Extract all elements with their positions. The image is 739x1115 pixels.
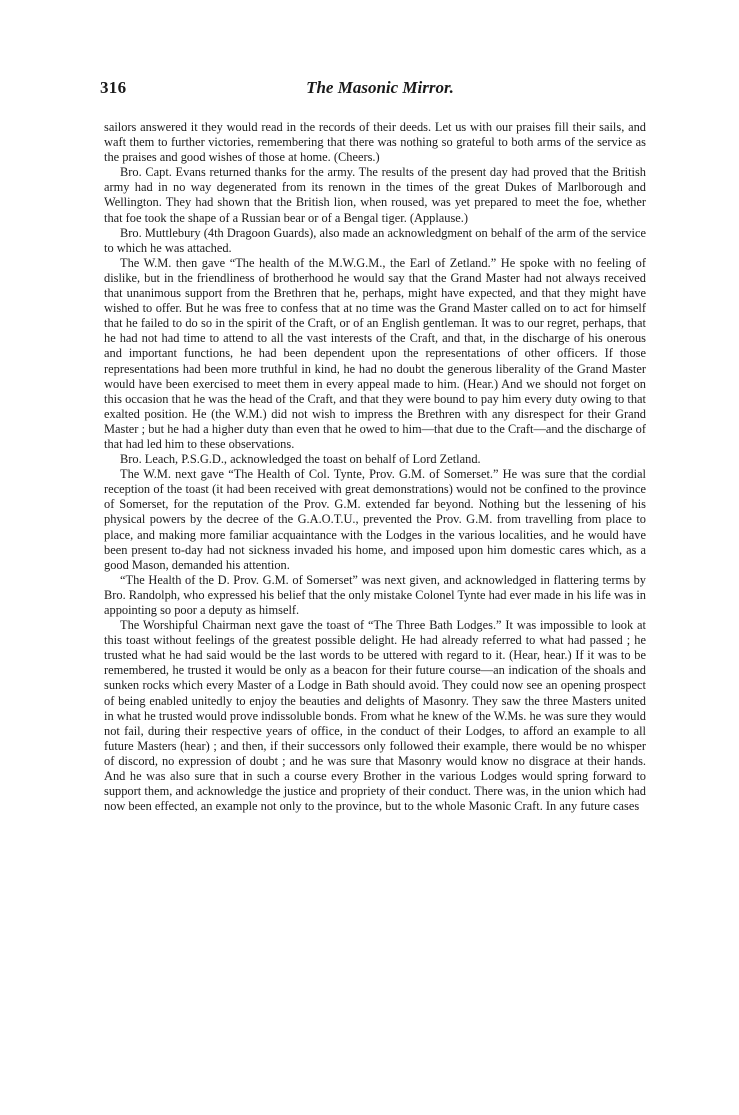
paragraph: Bro. Capt. Evans returned thanks for the army. The results of the present day had proved that the British army had in no way degenerated from its renown in the times of the great Dukes of Marlborough and Wellington. They had shown that the British lion, when roused, was yet prepared to meet the foe, whether that foe took the shape of a Russian bear or of a Bengal tiger. (Applause.) [104, 165, 646, 225]
page-number: 316 [100, 78, 127, 97]
running-title: The Masonic Mirror. [306, 78, 454, 97]
paragraph: The W.M. then gave “The health of the M.W.G.M., the Earl of Zetland.” He spoke with no feeling of dislike, but in the friendliness of brotherhood he would say that the Grand Master had not always received that unanimous support from the Brethren that he, perhaps, might have expected, and that they might have wished to offer. But he was free to confess that at no time was the Grand Master called on to act for himself that he failed to do so in the spirit of the Craft, or of an English gentleman. It was to our regret, perhaps, that he had not had time to attend to all the vast interests of the Craft, and that, in the discharge of his onerous and important functions, he had been dependent upon the representations of other officers. If those representations had been more truthful in kind, he had no doubt the generous liberality of the Grand Master would have been exercised to meet them in every appeal made to him. (Hear.) And we should not forget on this occasion that he was the head of the Craft, and that they were bound to pay him every duty owing to that exalted position. He (the W.M.) did not wish to impress the Brethren with any disrespect for their Grand Master ; but he had a higher duty than even that he owed to him—that due to the Craft—and the discharge of that had led him to these observations. [104, 255, 646, 451]
paragraph: Bro. Muttlebury (4th Dragoon Guards), also made an acknowledgment on behalf of the arm of the service to which he was attached. [104, 225, 646, 255]
paragraph: The W.M. next gave “The Health of Col. Tynte, Prov. G.M. of Somerset.” He was sure that the cordial reception of the toast (it had been received with great demonstrations) would not be confined to the province of Somerset, for the reputation of the Prov. G.M. extended far beyond. Nothing but the lessening of his physical powers by the decree of the G.A.O.T.U., prevented the Prov. G.M. from travelling from place to place, and making more familiar acquaintance with the Lodges in the various localities, and he would have been present to-day had not sickness invaded his home, and imposed upon him domestic cares which, as a good Mason, demanded his attention. [104, 467, 646, 572]
paragraph: Bro. Leach, P.S.G.D., acknowledged the toast on behalf of Lord Zetland. [120, 452, 481, 467]
paragraph: “The Health of the D. Prov. G.M. of Somerset” was next given, and acknowledged in flattering terms by Bro. Randolph, who expressed his belief that the only mistake Colonel Tynte had ever made in his life was in appointing so poor a deputy as himself. [104, 572, 646, 617]
paragraph: The Worshipful Chairman next gave the toast of “The Three Bath Lodges.” It was impossible to look at this toast without feelings of the greatest possible delight. He had already referred to what had passed ; he trusted what he had said would be the last words to be uttered with regard to it. (Hear, hear.) If it was to be remembered, he trusted it would be only as a beacon for their future course—an indication of the shoals and sunken rocks which every Master of a Lodge in Bath should avoid. They could now see an opening prospect of being enabled unitedly to enjoy the beauties and delights of Masonry. They saw the three Masters united in what he trusted would prove indissoluble bonds. From what he knew of the W.Ms. he was sure they would not fail, during their respective years of office, in the conduct of their Lodges, to afford an example to all future Masters (hear) ; and then, if their successors only followed their example, there would be no whisper of discord, no expression of doubt ; and he was sure that Masonry would know no disgrace at their hands. And he was also sure that in such a course every Brother in the various Lodges would spring forward to support them, and acknowledge the justice and propriety of their conduct. There was, in the union which had now been effected, an example not only to the province, but to the whole Masonic Craft. In any future cases [104, 618, 646, 814]
page-header [100, 78, 660, 104]
paragraph: sailors answered it they would read in the records of their deeds. Let us with our praises fill their sails, and waft them to further victories, remembering that there was nothing so grateful to both arms of the service as the praises and good wishes of those at home. (Cheers.) [104, 120, 646, 165]
article-body [104, 120, 646, 814]
